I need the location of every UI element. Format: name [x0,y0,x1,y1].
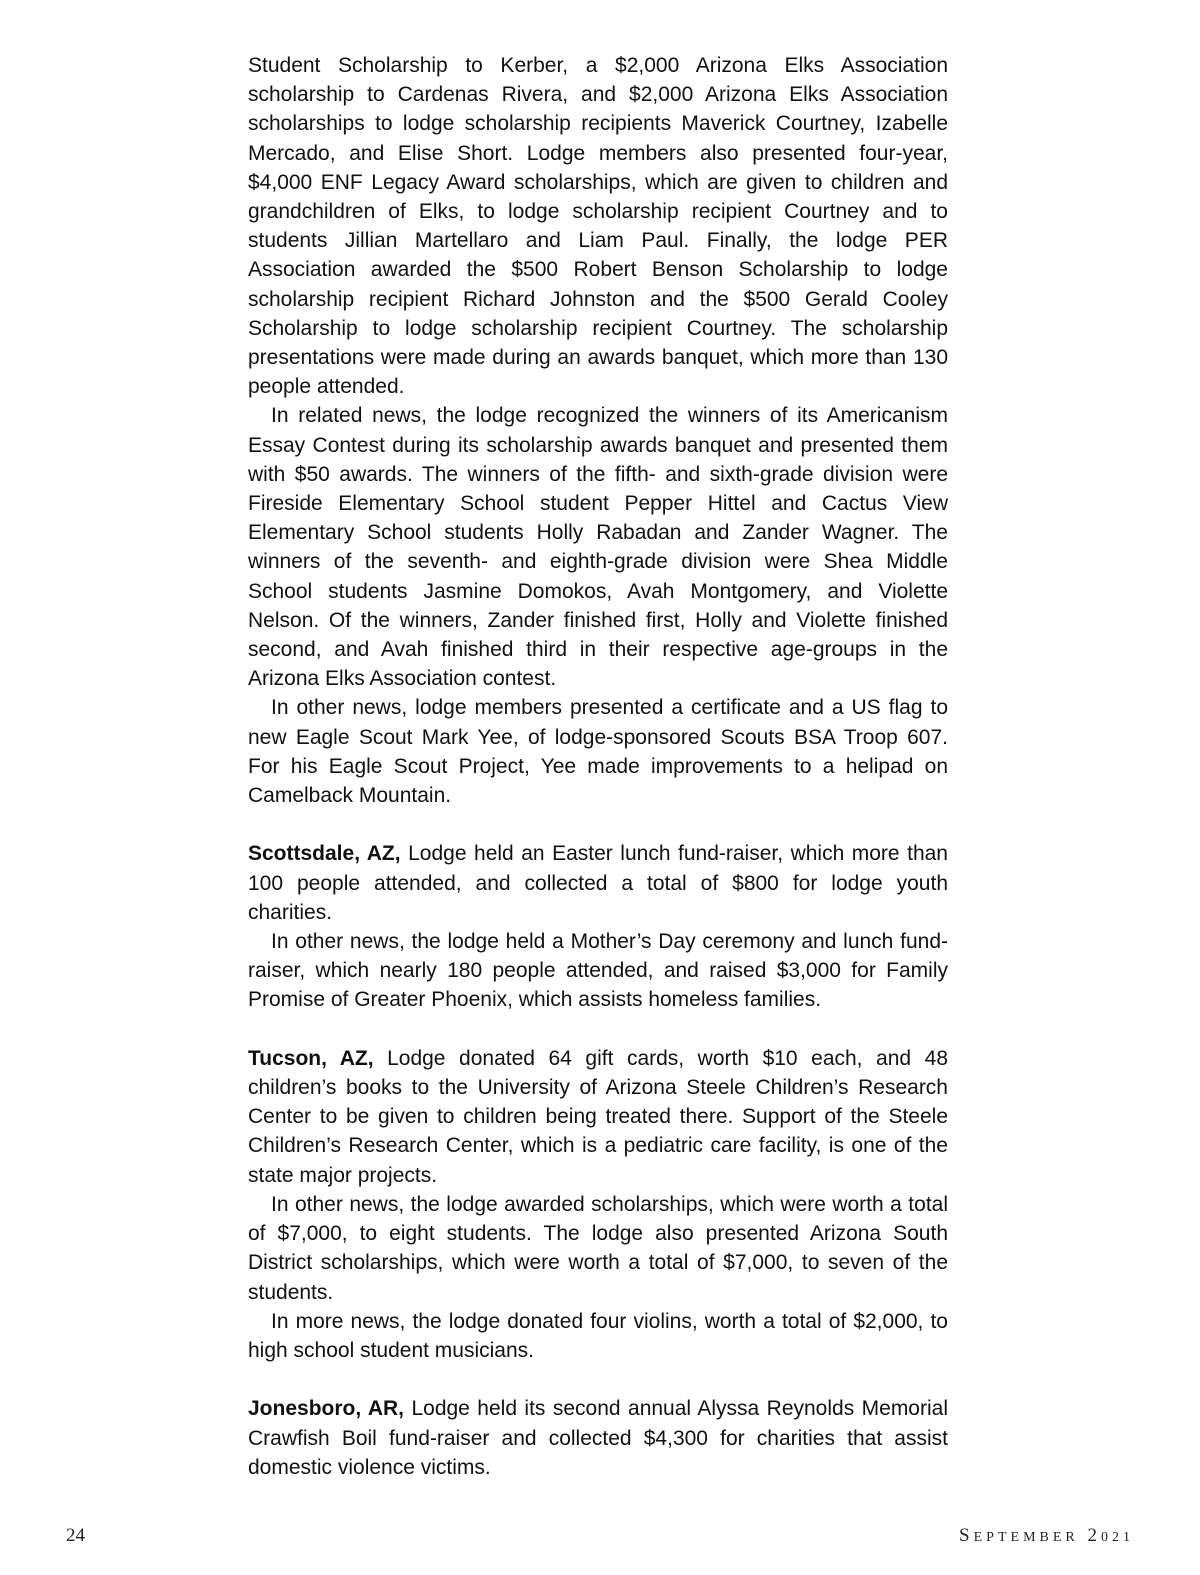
lodge-name: Jonesboro, AR, [248,1397,405,1421]
paragraph: In more news, the lodge donated four violins, worth a total of $2,000, to high school student musicians. [248,1309,948,1362]
issue-date: SEPTEMBER 2021 [959,1525,1134,1546]
lodge-report-tucson [248,1044,948,1190]
paragraph: In related news, the lodge recognized the winners of its Americanism Essay Contest during its scholarship awards banquet and presented them with $50 awards. The winners of the fifth- and sixth-grade division were Fireside Elementary School student Pepper Hittel and Cactus View Elementary School students Holly Rabadan and Zander Wagner. The winners of the seventh- and eighth-grade division were Shea Middle School students Jasmine Domokos, Avah Montgomery, and Violette Nelson. Of the winners, Zander finished first, Holly and Violette finished second, and Avah finished third in their respective age-groups in the Arizona Elks Association contest. [248,404,948,691]
paragraph-text: Lodge donated 64 gift cards, worth $10 each, and 48 children’s books to the University of Arizona Steele Children’s Research Center to be given to children being treated there. Support of the Steele Children’s Research Center, which is a pediatric care facility, is one of the state major projects. [248,1046,949,1187]
lodge-name: Scottsdale, AZ, [248,842,401,866]
lodge-name: Tucson, AZ, [248,1046,374,1070]
paragraph-text: Lodge held an Easter lunch fund-raiser, which more than 100 people attended, and collected a total of $800 for lodge youth charities. [248,842,948,924]
paragraph: Student Scholarship to Kerber, a $2,000 Arizona Elks Association scholarship to Cardenas Rivera, and $2,000 Arizona Elks Association scholarships to lodge scholarship recipients Maverick Courtney, Izabelle Mercado, and Elise Short. Lodge members also presented four-year, $4,000 ENF Legacy Award scholarships, which are given to children and grandchildren of Elks, to lodge scholarship recipient Courtney and to students Jillian Martellaro and Liam Paul. Finally, the lodge PER Association awarded the $500 Robert Benson Scholarship to lodge scholarship recipient Richard Johnston and the $500 Gerald Cooley Scholarship to lodge scholarship recipient Courtney. The scholarship presentations were made during an awards banquet, which more than 130 people attended. [248,54,948,399]
paragraph: In other news, the lodge held a Mother’s Day ceremony and lunch fund-raiser, which nearly 180 people attended, and raised $3,000 for Family Promise of Greater Phoenix, which assists homeless families. [248,930,948,1012]
paragraph: In other news, lodge members presented a certificate and a US flag to new Eagle Scout Mark Yee, of lodge-sponsored Scouts BSA Troop 607. For his Eagle Scout Project, Yee made improvements to a helipad on Camelback Mountain. [248,696,948,808]
page-number: 24 [66,1525,85,1546]
lodge-report-jonesboro [248,1394,948,1482]
lodge-report-scottsdale [248,839,948,927]
paragraph: In other news, the lodge awarded scholarships, which were worth a total of $7,000, to eight students. The lodge also presented Arizona South District scholarships, which were worth a total of $7,000, to seven of the students. [248,1192,948,1304]
article-column [248,51,948,1482]
paragraph-text: Lodge held its second annual Alyssa Reynolds Memorial Crawfish Boil fund-raiser and collected $4,300 for charities that assist domestic violence victims. [248,1397,948,1479]
